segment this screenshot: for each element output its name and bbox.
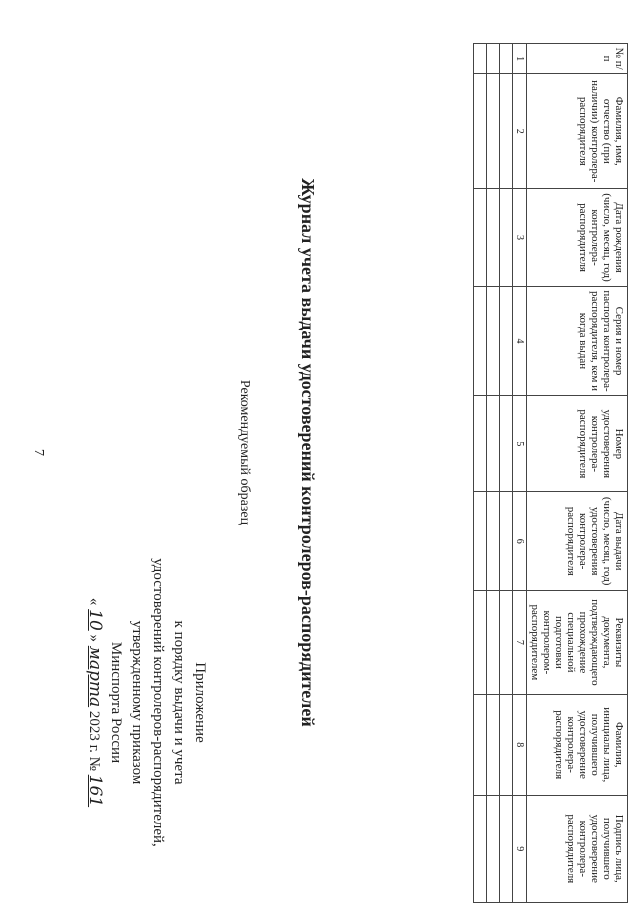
table-cell bbox=[474, 44, 487, 74]
table-cell bbox=[500, 189, 513, 286]
header-cell: Дата рождения (число, месяц, год) контролера-распорядителя bbox=[527, 189, 628, 286]
header-cell: № п/п bbox=[527, 44, 628, 74]
table-cell bbox=[500, 396, 513, 492]
appendix-line: Приложение bbox=[192, 662, 208, 743]
table-cell bbox=[487, 44, 500, 74]
table-cell bbox=[474, 74, 487, 189]
table-cell bbox=[487, 396, 500, 492]
table-cell bbox=[474, 189, 487, 286]
page-number: 7 bbox=[31, 449, 46, 456]
journal-title: Журнал учета выдачи удостоверений контролеров-распорядителей bbox=[298, 178, 318, 727]
header-cell: Дата выдачи (число, месяц, год) удостоверения контролера-распорядителя bbox=[527, 492, 628, 590]
table-cell bbox=[500, 694, 513, 795]
table-cell bbox=[487, 286, 500, 396]
appendix-line: удостоверений контролеров-распорядителей, bbox=[150, 558, 166, 847]
table-cell bbox=[487, 74, 500, 189]
close-quote: » bbox=[86, 634, 102, 643]
column-number-cell: 3 bbox=[513, 189, 527, 286]
table-row bbox=[500, 44, 513, 903]
header-row bbox=[527, 44, 628, 903]
appendix-line: к порядку выдачи и учета bbox=[171, 620, 187, 785]
column-number-cell: 5 bbox=[513, 396, 527, 492]
table-cell bbox=[500, 44, 513, 74]
table-cell bbox=[474, 286, 487, 396]
column-number-cell: 7 bbox=[513, 590, 527, 694]
appendix-block bbox=[83, 520, 210, 885]
journal-table bbox=[473, 43, 628, 903]
header-cell: Номер удостоверения контролера-распорядителя bbox=[527, 396, 628, 492]
table-cell bbox=[500, 795, 513, 902]
table-cell bbox=[500, 590, 513, 694]
table-cell bbox=[487, 492, 500, 590]
table-cell bbox=[474, 492, 487, 590]
table-cell bbox=[500, 286, 513, 396]
header-cell: Фамилия, имя, отчество (при наличии) контролера-распорядителя bbox=[527, 74, 628, 189]
recommended-label: Рекомендуемый образец bbox=[237, 379, 252, 526]
handwritten-order-number: 161 bbox=[85, 774, 105, 808]
table-cell bbox=[487, 590, 500, 694]
column-number-cell: 2 bbox=[513, 74, 527, 189]
year-text: 2023 г. № bbox=[86, 710, 102, 771]
table-cell bbox=[474, 590, 487, 694]
column-number-cell: 4 bbox=[513, 286, 527, 396]
table-cell bbox=[474, 396, 487, 492]
table-cell bbox=[500, 74, 513, 189]
column-number-cell: 1 bbox=[513, 44, 527, 74]
header-cell: Серия и номер паспорта контролера-распорядителя, кем и когда выдан bbox=[527, 286, 628, 396]
table-cell bbox=[487, 189, 500, 286]
table-row bbox=[487, 44, 500, 903]
column-number-cell: 9 bbox=[513, 795, 527, 902]
table-cell bbox=[500, 492, 513, 590]
appendix-line: утвержденному приказом bbox=[129, 620, 145, 785]
table-cell bbox=[487, 694, 500, 795]
column-number-cell: 8 bbox=[513, 694, 527, 795]
table-cell bbox=[487, 795, 500, 902]
table-cell bbox=[474, 795, 487, 902]
header-cell: Фамилия, инициалы лица, получившего удостоверение контролера-распорядителя bbox=[527, 694, 628, 795]
open-quote: « bbox=[86, 597, 102, 606]
order-date-line bbox=[83, 520, 105, 885]
header-cell: Подпись лица, получившего удостоверение контролера-распорядителя bbox=[527, 795, 628, 902]
column-number-cell: 6 bbox=[513, 492, 527, 590]
handwritten-day: 10 bbox=[85, 609, 105, 631]
handwritten-month: марта bbox=[85, 645, 105, 708]
appendix-line: Минспорта России bbox=[108, 641, 124, 764]
table-row bbox=[474, 44, 487, 903]
column-number-row bbox=[513, 44, 527, 903]
header-cell: Реквизиты документа, подтверждающего прохождение специальной подготовки контролером-распорядителем bbox=[527, 590, 628, 694]
table-cell bbox=[474, 694, 487, 795]
